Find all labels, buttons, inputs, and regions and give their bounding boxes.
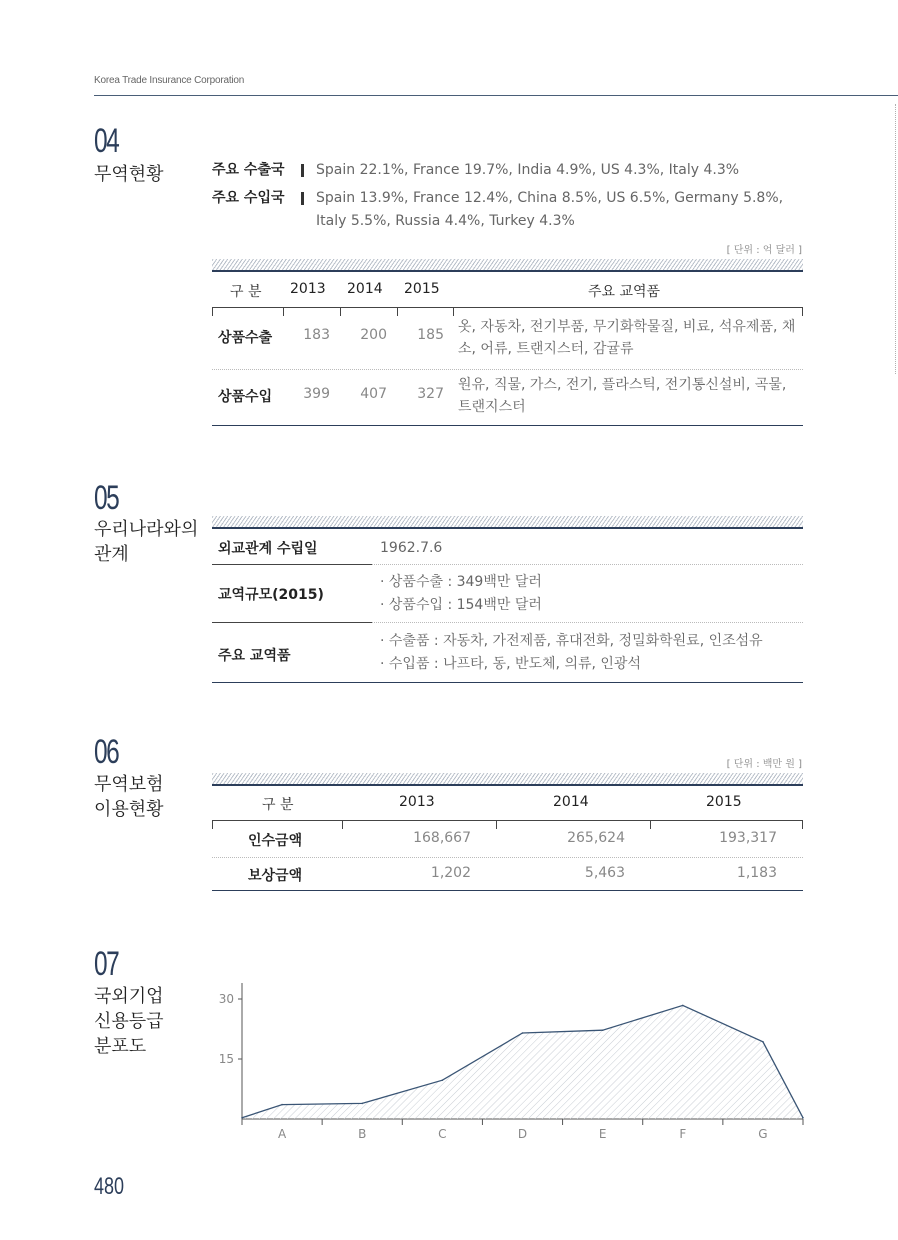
header-bottom-rule <box>212 307 803 308</box>
side-dotted-rule <box>895 104 896 374</box>
x-tick-label: D <box>517 1127 528 1141</box>
y-tick-label: 15 <box>218 1052 234 1066</box>
value-2013: 183 <box>303 327 330 343</box>
separator-bar <box>301 192 304 205</box>
tick <box>453 307 454 316</box>
tick <box>212 307 213 316</box>
import-value: Spain 13.9%, France 12.4%, China 8.5%, US 6.5%, Germany 5.8%, Italy 5.5%, Russia 4.4%, Turkey 4.3% <box>316 190 784 229</box>
major-export-items: · 수출품 : 자동차, 가전제품, 휴대전화, 정밀화학원료, 인조섬유 <box>380 633 763 649</box>
data-point <box>802 1117 804 1119</box>
table-bottom-rule <box>212 425 803 426</box>
tick <box>496 820 497 829</box>
page-number: 480 <box>94 1173 125 1200</box>
value-2013: 168,667 <box>413 830 471 846</box>
row-label: 상품수출 <box>218 330 273 346</box>
row-divider <box>212 369 803 370</box>
data-point <box>241 1117 243 1119</box>
label-divider <box>212 622 372 623</box>
col-header-2015: 2015 <box>404 281 440 297</box>
table-hatch <box>212 259 803 270</box>
x-tick-label: B <box>358 1127 367 1141</box>
section-title-credit-2: 신용등급 <box>94 1011 164 1032</box>
row-label: 상품수입 <box>218 389 273 405</box>
value-2014: 5,463 <box>584 865 625 881</box>
data-point <box>602 1029 604 1031</box>
tick <box>283 307 284 316</box>
unit-label: [ 단위 : 백만 원 ] <box>726 759 802 770</box>
section-title-relations-1: 우리나라와의 <box>94 519 199 540</box>
diplomacy-date: 1962.7.6 <box>380 540 443 556</box>
section-number-06: 06 <box>94 733 119 771</box>
separator-bar <box>301 164 304 177</box>
tick <box>397 307 398 316</box>
y-tick-label: 30 <box>218 992 234 1006</box>
col-header-category: 구 분 <box>230 284 262 300</box>
header-bottom-rule <box>212 820 803 821</box>
section-title-trade: 무역현황 <box>94 164 164 185</box>
tick <box>802 307 803 316</box>
trade-items: 원유, 직물, 가스, 전기, 플라스틱, 전기통신설비, 곡물, 트랜지스터 <box>458 377 787 415</box>
header-org: Korea Trade Insurance Corporation <box>94 75 245 86</box>
tick <box>342 820 343 829</box>
section-title-relations-2: 관계 <box>94 544 129 565</box>
data-point <box>361 1103 363 1105</box>
value-2014: 200 <box>360 327 387 343</box>
value-2013: 1,202 <box>430 865 471 881</box>
section-number-05: 05 <box>94 479 119 517</box>
trade-volume-export: · 상품수출 : 349백만 달러 <box>380 574 542 590</box>
col-header-2013: 2013 <box>399 794 435 810</box>
trade-items: 옷, 자동차, 전기부품, 무기화학물질, 비료, 석유제품, 채소, 어류, 트랜지스터, 감귤류 <box>458 319 796 357</box>
col-header-category: 구 분 <box>262 797 294 813</box>
tick <box>212 820 213 829</box>
col-header-2014: 2014 <box>553 794 589 810</box>
section-number-07: 07 <box>94 945 119 983</box>
value-2015: 1,183 <box>736 865 777 881</box>
value-2015: 193,317 <box>719 830 777 846</box>
table-hatch <box>212 773 803 784</box>
row-divider <box>212 857 803 858</box>
credit-distribution-chart <box>212 975 812 1155</box>
col-header-2014: 2014 <box>347 281 383 297</box>
table-bottom-rule <box>212 682 803 683</box>
import-key: 주요 수입국 <box>212 190 285 206</box>
x-tick-label: A <box>277 1127 287 1141</box>
row-label-trade-volume: 교역규모(2015) <box>218 587 324 603</box>
table-hatch <box>212 516 803 527</box>
unit-label: [ 단위 : 억 달러 ] <box>726 245 802 256</box>
x-tick-label: C <box>438 1127 447 1141</box>
row-divider <box>372 622 803 623</box>
x-tick-label: F <box>679 1127 687 1141</box>
value-2015: 185 <box>417 327 444 343</box>
data-point <box>442 1079 444 1081</box>
value-2015: 327 <box>417 386 444 402</box>
row-label-major-items: 주요 교역품 <box>218 648 291 664</box>
row-label: 보상금액 <box>248 868 303 884</box>
section-title-credit-3: 분포도 <box>94 1036 147 1057</box>
table-bottom-rule <box>212 890 803 891</box>
value-2014: 265,624 <box>567 830 625 846</box>
data-point <box>682 1005 684 1007</box>
col-header-2015: 2015 <box>706 794 742 810</box>
section-title-insurance-1: 무역보험 <box>94 774 164 795</box>
table-top-rule <box>212 784 803 786</box>
row-label: 인수금액 <box>248 833 303 849</box>
data-point <box>522 1032 524 1034</box>
row-divider <box>372 564 803 565</box>
col-header-items: 주요 교역품 <box>588 284 661 300</box>
tick <box>340 307 341 316</box>
table-top-rule <box>212 527 803 529</box>
section-title-credit-1: 국외기업 <box>94 986 164 1007</box>
row-label-diplomacy: 외교관계 수립일 <box>218 541 318 557</box>
tick <box>650 820 651 829</box>
export-value: Spain 22.1%, France 19.7%, India 4.9%, US 4.3%, Italy 4.3% <box>316 162 740 178</box>
label-divider <box>212 564 372 565</box>
data-point <box>281 1104 283 1106</box>
section-title-insurance-2: 이용현황 <box>94 799 164 820</box>
value-2014: 407 <box>360 386 387 402</box>
value-2013: 399 <box>303 386 330 402</box>
x-tick-label: E <box>598 1127 607 1141</box>
data-point <box>762 1041 764 1043</box>
col-header-2013: 2013 <box>290 281 326 297</box>
trade-volume-import: · 상품수입 : 154백만 달러 <box>380 597 542 613</box>
tick <box>802 820 803 829</box>
export-key: 주요 수출국 <box>212 162 285 178</box>
x-tick-label: G <box>758 1127 768 1141</box>
header-rule <box>94 95 898 96</box>
section-number-04: 04 <box>94 122 119 160</box>
table-top-rule <box>212 270 803 272</box>
major-import-items: · 수입품 : 나프타, 동, 반도체, 의류, 인광석 <box>380 656 641 672</box>
